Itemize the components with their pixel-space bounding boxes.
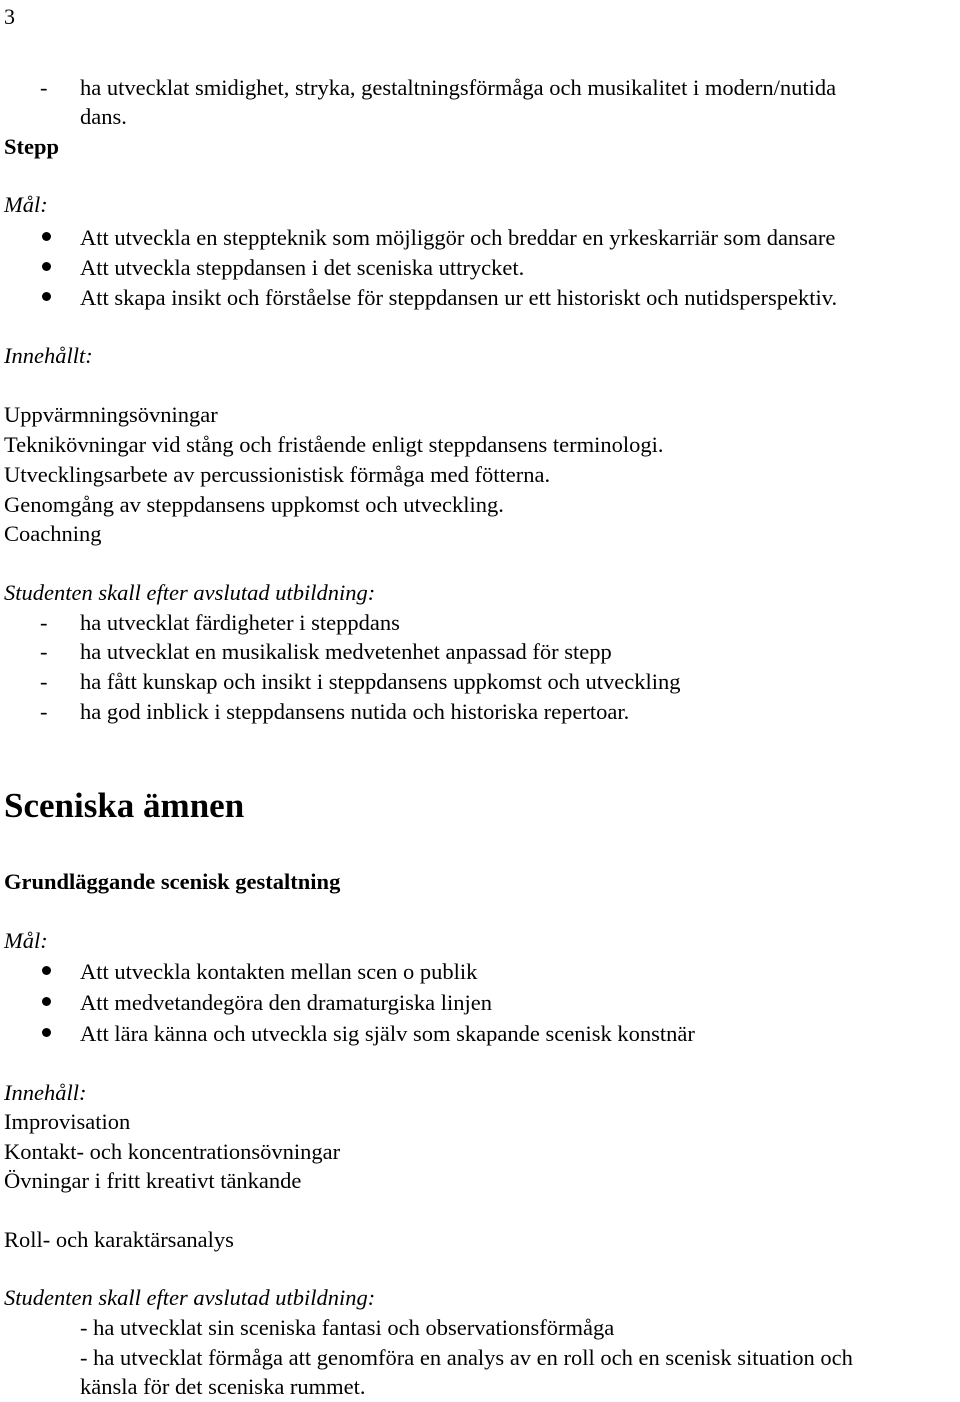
- dash-marker: -: [40, 610, 48, 635]
- sceniska-student-item: - ha utvecklat förmåga att genomföra en analys av en roll och en scenisk situation och: [80, 1345, 853, 1370]
- intro-item-line2: dans.: [80, 104, 127, 129]
- intro-item-line1: ha utvecklat smidighet, stryka, gestaltningsförmåga och musikalitet i modern/nutida: [80, 75, 837, 100]
- stepp-innehall-item: Coachning: [4, 521, 102, 546]
- stepp-mal-label: Mål:: [4, 192, 48, 217]
- stepp-student-item: ha utvecklat en musikalisk medvetenhet anpassad för stepp: [80, 639, 612, 664]
- sceniska-innehall-label: Innehåll:: [4, 1080, 87, 1105]
- bullet-icon: [42, 966, 51, 975]
- section-heading-sceniska: Sceniska ämnen: [4, 786, 245, 825]
- stepp-mal-item: Att skapa insikt och förståelse för steppdansen ur ett historiskt och nutidsperspektiv.: [80, 285, 838, 310]
- stepp-innehall-item: Utvecklingsarbete av percussionistisk förmåga med fötterna.: [4, 462, 551, 487]
- subheading-grundlaggande: Grundläggande scenisk gestaltning: [4, 869, 341, 894]
- sceniska-student-item: - ha utvecklat sin sceniska fantasi och observationsförmåga: [80, 1315, 615, 1340]
- bullet-icon: [42, 997, 51, 1006]
- stepp-innehall-label: Innehållt:: [4, 343, 93, 368]
- dash-marker: -: [40, 669, 48, 694]
- dash-marker: -: [40, 639, 48, 664]
- dash-marker: -: [40, 75, 48, 100]
- dash-marker: -: [40, 699, 48, 724]
- section-title-stepp: Stepp: [4, 134, 60, 159]
- page-number: 3: [4, 4, 15, 29]
- sceniska-extra-item: Roll- och karaktärsanalys: [4, 1227, 234, 1252]
- stepp-innehall-item: Uppvärmningsövningar: [4, 402, 218, 427]
- stepp-student-item: ha god inblick i steppdansens nutida och historiska repertoar.: [80, 699, 630, 724]
- stepp-mal-item: Att utveckla en steppteknik som möjliggör och breddar en yrkeskarriär som dansare: [80, 225, 836, 250]
- bullet-icon: [42, 1028, 51, 1037]
- sceniska-mal-item: Att utveckla kontakten mellan scen o publik: [80, 959, 478, 984]
- sceniska-innehall-item: Improvisation: [4, 1109, 131, 1134]
- sceniska-mal-item: Att medvetandegöra den dramaturgiska linjen: [80, 990, 492, 1015]
- bullet-icon: [42, 292, 51, 301]
- bullet-icon: [42, 262, 51, 271]
- sceniska-innehall-item: Kontakt- och koncentrationsövningar: [4, 1139, 341, 1164]
- sceniska-mal-item: Att lära känna och utveckla sig själv som skapande scenisk konstnär: [80, 1021, 695, 1046]
- stepp-student-label: Studenten skall efter avslutad utbildning:: [4, 580, 376, 605]
- sceniska-mal-label: Mål:: [4, 928, 48, 953]
- sceniska-student-item: känsla för det sceniska rummet.: [80, 1374, 366, 1399]
- sceniska-student-label: Studenten skall efter avslutad utbildning:: [4, 1285, 376, 1310]
- sceniska-innehall-item: Övningar i fritt kreativt tänkande: [4, 1168, 302, 1193]
- stepp-mal-item: Att utveckla steppdansen i det sceniska uttrycket.: [80, 255, 525, 280]
- stepp-student-item: ha fått kunskap och insikt i steppdansens uppkomst och utveckling: [80, 669, 681, 694]
- stepp-innehall-item: Teknikövningar vid stång och fristående enligt steppdansens terminologi.: [4, 432, 664, 457]
- stepp-innehall-item: Genomgång av steppdansens uppkomst och utveckling.: [4, 492, 504, 517]
- bullet-icon: [42, 232, 51, 241]
- stepp-student-item: ha utvecklat färdigheter i steppdans: [80, 610, 400, 635]
